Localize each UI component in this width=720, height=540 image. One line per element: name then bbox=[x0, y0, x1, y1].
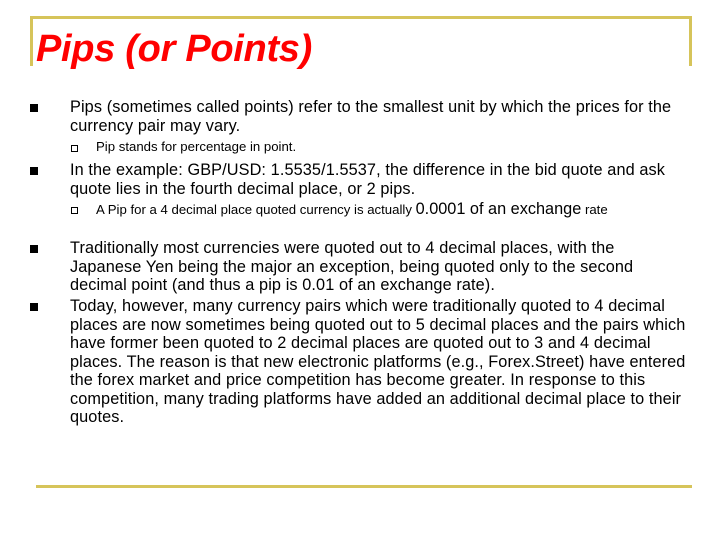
left-rule bbox=[30, 16, 33, 66]
subbullet-pip-value bbox=[96, 201, 686, 218]
pip-value-tail: rate bbox=[581, 202, 608, 217]
square-bullet-icon bbox=[30, 303, 38, 311]
bottom-rule bbox=[36, 485, 692, 488]
bullet-modern-quotes: Today, however, many currency pairs which were traditionally quoted to 4 decimal places are now sometimes being quoted out to 5 decimal places and the pairs which have former been quoted to 2 decimal places are quoted out to 3 and 4 decimal places. The reason is that new electronic platforms (e.g., Forex.Street) have entered the forex market and price competition has become greater. In response to this competition, many trading platforms have added an additional decimal place to their quotes. bbox=[70, 297, 686, 426]
pip-value-emphasis: 0.0001 of an exchange bbox=[415, 200, 582, 218]
slide-title: Pips (or Points) bbox=[36, 28, 312, 70]
right-rule bbox=[689, 16, 692, 66]
square-bullet-icon bbox=[30, 167, 38, 175]
bullet-example: In the example: GBP/USD: 1.5535/1.5537, the difference in the bid quote and ask quote lies in the fourth decimal place, or 2 pips. bbox=[70, 161, 666, 198]
hollow-square-bullet-icon bbox=[71, 207, 78, 214]
subbullet-pip-meaning: Pip stands for percentage in point. bbox=[96, 139, 297, 154]
bullet-pips-definition: Pips (sometimes called points) refer to the smallest unit by which the prices for the currency pair may vary. bbox=[70, 98, 672, 135]
pip-value-text: A Pip for a 4 decimal place quoted currency is actually bbox=[96, 202, 416, 217]
square-bullet-icon bbox=[30, 245, 38, 253]
top-rule bbox=[30, 16, 690, 19]
bullet-traditional-quotes: Traditionally most currencies were quoted out to 4 decimal places, with the Japanese Yen being the major an exception, being quoted only to the second decimal point (and thus a pip is 0.01 of an exchange rate). bbox=[70, 239, 634, 294]
square-bullet-icon bbox=[30, 104, 38, 112]
hollow-square-bullet-icon bbox=[71, 145, 78, 152]
